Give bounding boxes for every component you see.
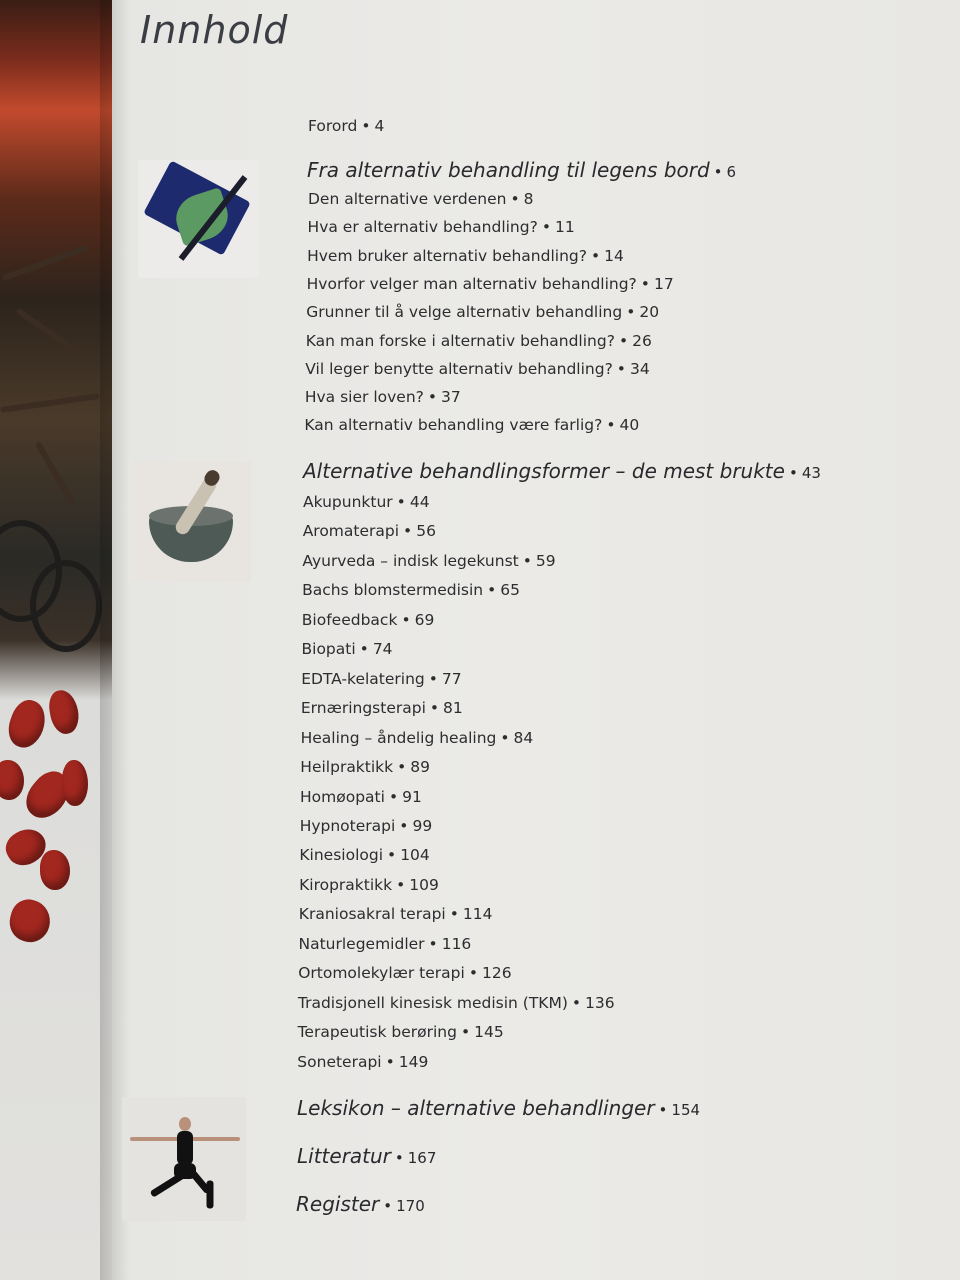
toc-entry[interactable] — [299, 876, 439, 894]
separator: • — [626, 303, 636, 322]
toc-label: Healing – åndelig healing — [300, 728, 497, 747]
toc-page-number: 104 — [400, 846, 430, 865]
toc-page-number: 77 — [441, 669, 462, 688]
separator: • — [788, 464, 798, 482]
toc-page-number: 56 — [416, 522, 436, 541]
separator: • — [397, 758, 407, 777]
separator: • — [394, 1149, 404, 1167]
toc-label: Biofeedback — [301, 610, 398, 629]
toc-entry[interactable] — [297, 1053, 428, 1071]
toc-label: Ernæringsterapi — [300, 699, 426, 718]
separator: • — [429, 699, 440, 718]
toc-preface[interactable] — [308, 117, 384, 135]
separator: • — [618, 331, 629, 350]
toc-lexicon[interactable] — [297, 1096, 700, 1120]
toc-entry[interactable] — [307, 275, 674, 293]
toc-entry[interactable] — [301, 670, 461, 688]
toc-page-number: 59 — [535, 551, 556, 570]
separator: • — [541, 218, 551, 237]
toc-label: Biopati — [301, 640, 356, 659]
toc-label: Kinesiologi — [299, 846, 384, 865]
toc-entry[interactable] — [307, 247, 624, 265]
toc-label: Forord — [308, 117, 358, 135]
page-fold-shadow — [100, 0, 130, 1280]
section-title: Alternative behandlingsformer – de mest brukte — [303, 459, 785, 483]
toc-page-number: 34 — [629, 359, 650, 378]
toc-literature[interactable] — [297, 1144, 436, 1168]
toc-label: Terapeutisk berøring — [297, 1023, 457, 1042]
separator: • — [616, 359, 626, 378]
separator: • — [571, 993, 582, 1012]
toc-page-number: 114 — [462, 905, 493, 924]
section-title: Register — [296, 1192, 380, 1216]
separator: • — [359, 640, 369, 659]
toc-page-number: 40 — [619, 416, 640, 435]
toc-entry[interactable] — [302, 552, 555, 570]
toc-page-number: 17 — [653, 274, 674, 293]
toc-label: Ortomolekylær terapi — [298, 964, 465, 983]
separator: • — [606, 416, 616, 435]
herbs-photo-strip — [0, 0, 112, 1280]
toc-label: Grunner til å velge alternativ behandling — [306, 303, 623, 322]
toc-entry[interactable] — [304, 416, 639, 434]
separator: • — [449, 905, 459, 924]
toc-page-number: 44 — [409, 493, 430, 511]
toc-label: Vil leger benytte alternativ behandling? — [305, 359, 613, 378]
toc-entry[interactable] — [308, 190, 533, 208]
separator: • — [500, 728, 510, 747]
toc-label: Hva sier loven? — [304, 388, 424, 407]
blue-cloth-with-herbs-photo — [138, 160, 259, 278]
separator: • — [399, 816, 409, 835]
toc-page-number: 11 — [554, 218, 575, 237]
toc-label: Tradisjonell kinesisk medisin (TKM) — [297, 993, 568, 1012]
section-title: Fra alternativ behandling til legens bord — [307, 158, 710, 182]
toc-entry[interactable] — [299, 935, 472, 953]
separator: • — [713, 163, 723, 181]
toc-section-1[interactable] — [307, 158, 736, 182]
toc-entry[interactable] — [302, 611, 435, 629]
toc-entry[interactable] — [305, 360, 649, 378]
toc-entry[interactable] — [298, 964, 511, 982]
toc-label: Kan alternativ behandling være farlig? — [304, 416, 603, 435]
separator: • — [361, 117, 371, 135]
toc-label: Den alternative verdenen — [308, 190, 507, 208]
toc-label: Hvem bruker alternativ behandling? — [307, 246, 587, 265]
yoga-pose-photo — [122, 1097, 246, 1221]
toc-label: Ayurveda – indisk legekunst — [302, 551, 519, 570]
toc-label: Hva er alternativ behandling? — [307, 218, 538, 237]
toc-page-number: 37 — [441, 388, 461, 407]
toc-register[interactable] — [296, 1192, 425, 1216]
toc-page-number: 43 — [801, 464, 821, 482]
separator: • — [388, 787, 399, 806]
toc-label: Heilpraktikk — [300, 758, 394, 777]
toc-page-number: 116 — [441, 934, 472, 953]
toc-label: Kan man forske i alternativ behandling? — [305, 331, 615, 350]
toc-page-number: 20 — [639, 303, 660, 322]
separator: • — [487, 581, 497, 600]
toc-page-number: 145 — [474, 1023, 504, 1042]
toc-label: Naturlegemidler — [298, 934, 425, 953]
toc-entry[interactable] — [300, 758, 430, 776]
toc-page-number: 99 — [412, 816, 433, 835]
separator: • — [403, 522, 413, 541]
toc-page-number: 74 — [372, 640, 393, 659]
toc-page-number: 14 — [604, 246, 624, 265]
toc-label: Homøopati — [300, 787, 385, 806]
toc-section-2[interactable] — [303, 459, 821, 483]
toc-page-number: 149 — [398, 1052, 429, 1071]
toc-page-number: 154 — [671, 1101, 701, 1119]
toc-entry[interactable] — [308, 218, 575, 236]
toc-label: Akupunktur — [303, 493, 393, 511]
toc-label: EDTA-kelatering — [301, 669, 425, 688]
toc-entry[interactable] — [298, 1023, 504, 1041]
separator: • — [396, 493, 406, 511]
separator: • — [640, 274, 650, 293]
toc-page-number: 91 — [402, 787, 422, 806]
separator: • — [590, 246, 601, 265]
separator: • — [428, 934, 438, 953]
toc-page-number: 167 — [407, 1149, 437, 1167]
toc-label: Kiropraktikk — [299, 875, 393, 894]
separator: • — [428, 669, 438, 688]
toc-page-number: 26 — [632, 331, 652, 350]
toc-entry[interactable] — [298, 994, 615, 1012]
toc-entry[interactable] — [300, 817, 433, 835]
separator: • — [460, 1023, 471, 1042]
toc-page-number: 6 — [726, 163, 737, 181]
separator: • — [383, 1197, 393, 1215]
toc-label: Aromaterapi — [302, 522, 400, 541]
toc-page-number: 84 — [513, 728, 534, 747]
toc-page-number: 136 — [585, 993, 615, 1012]
toc-page-number: 89 — [410, 758, 431, 777]
toc-entry[interactable] — [306, 303, 659, 321]
toc-entry[interactable] — [303, 493, 430, 511]
separator: • — [385, 1052, 395, 1071]
toc-entry[interactable] — [301, 729, 534, 747]
section-title: Litteratur — [297, 1144, 391, 1168]
toc-entry[interactable] — [303, 522, 436, 540]
toc-entry[interactable] — [301, 699, 463, 717]
toc-page-number: 81 — [443, 699, 463, 718]
toc-page-number: 65 — [500, 581, 520, 600]
separator: • — [401, 610, 411, 629]
toc-page-number: 126 — [481, 964, 512, 983]
mortar-and-pestle-photo — [131, 462, 251, 582]
page-title: Innhold — [140, 8, 289, 52]
separator: • — [396, 875, 406, 894]
toc-page-number: 109 — [409, 875, 439, 894]
toc-label: Bachs blomstermedisin — [302, 581, 484, 600]
toc-entry[interactable] — [305, 388, 461, 406]
toc-entry[interactable] — [306, 332, 652, 350]
separator: • — [427, 388, 438, 407]
toc-entry[interactable] — [299, 846, 429, 864]
toc-label: Hypnoterapi — [299, 816, 396, 835]
section-title: Leksikon – alternative behandlinger — [297, 1096, 655, 1120]
toc-entry[interactable] — [302, 640, 393, 658]
separator: • — [510, 190, 520, 208]
toc-label: Kraniosakral terapi — [298, 905, 446, 924]
toc-page-number: 69 — [414, 610, 435, 629]
toc-page-number: 170 — [396, 1197, 425, 1215]
separator: • — [658, 1101, 668, 1119]
separator: • — [387, 846, 397, 865]
toc-label: Soneterapi — [297, 1052, 382, 1071]
toc-page-number: 4 — [374, 117, 385, 135]
toc-entry[interactable] — [302, 581, 520, 599]
toc-label: Hvorfor velger man alternativ behandling? — [306, 274, 637, 293]
toc-page-number: 8 — [523, 190, 534, 208]
separator: • — [522, 551, 532, 570]
toc-entry[interactable] — [299, 905, 493, 923]
toc-entry[interactable] — [300, 788, 422, 806]
separator: • — [468, 964, 478, 983]
